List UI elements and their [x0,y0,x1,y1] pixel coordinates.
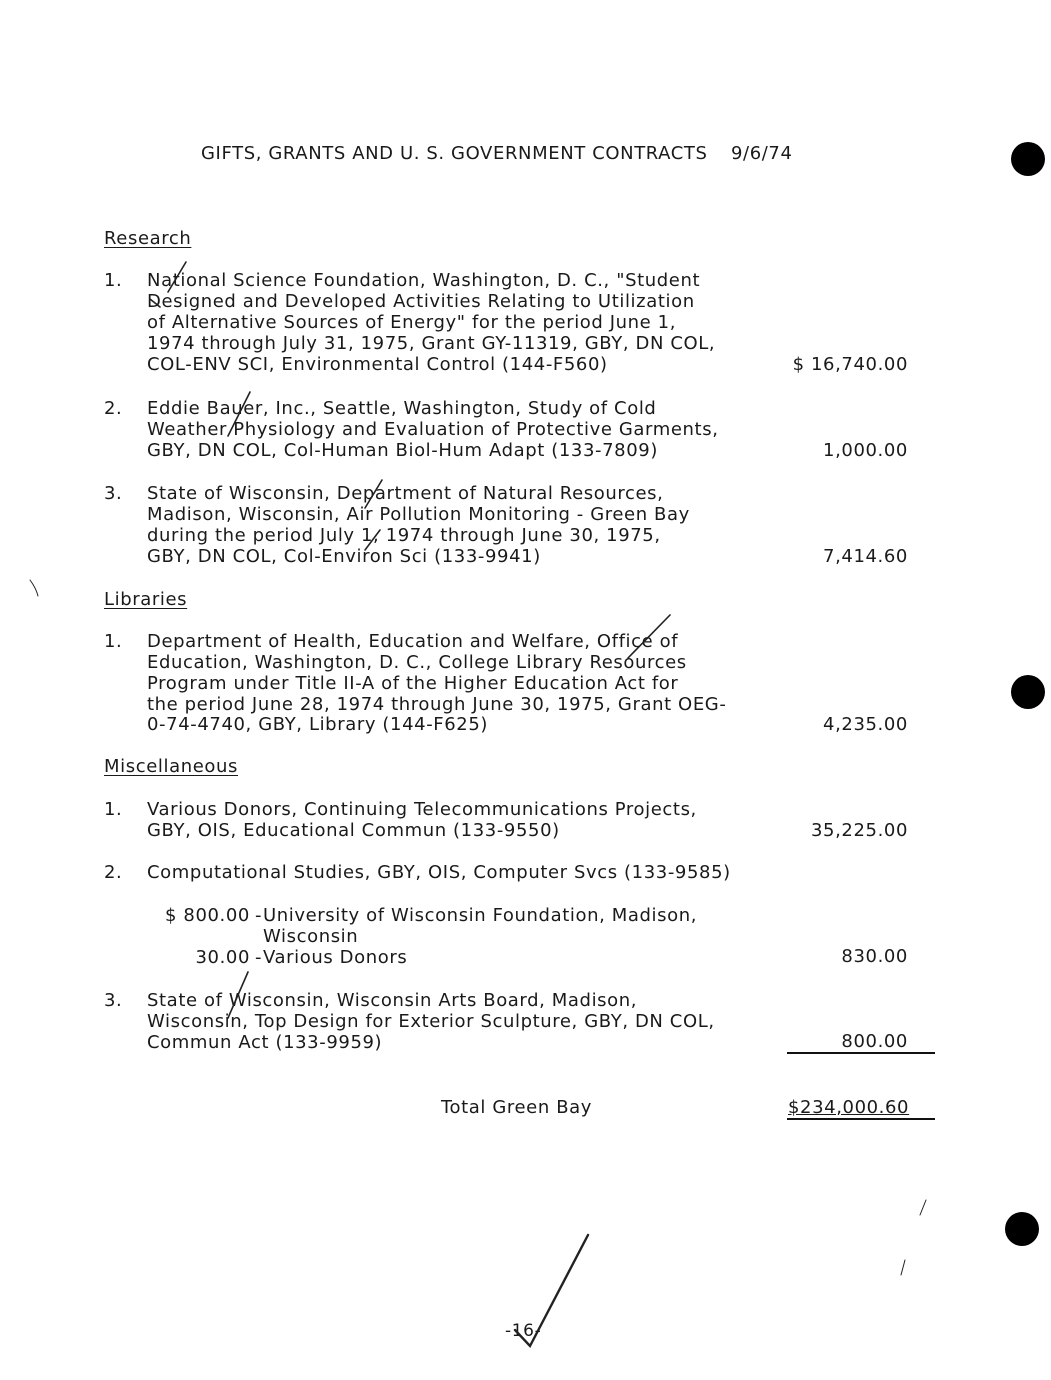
section-heading-libraries: Libraries [104,589,188,610]
item-text-line: Weather Physiology and Evaluation of Protective Garments, [147,419,719,440]
sub-dash: - [255,947,263,968]
total-label: Total Green Bay [441,1097,593,1118]
item-number: 2. [104,398,123,419]
item-amount: 1,000.00 [823,440,908,461]
check-mark [228,972,248,1018]
check-mark [365,530,380,550]
section-heading-miscellaneous: Miscellaneous [104,756,238,777]
item-text-line: Commun Act (133-9959) [147,1032,383,1053]
total-amount: $234,000.60 [788,1097,910,1118]
check-mark [228,392,250,436]
check-mark [168,262,186,292]
item-text-line: State of Wisconsin, Wisconsin Arts Board, Madison, [147,990,638,1011]
item-text-line: 1974 through July 31, 1975, Grant GY-11319, GBY, DN COL, [147,333,716,354]
item-number: 3. [104,990,123,1011]
check-mark [365,480,382,508]
item-amount: 800.00 [841,1031,908,1052]
item-text-line: 0-74-4740, GBY, Library (144-F625) [147,714,489,735]
item-number: 3. [104,483,123,504]
stray-mark [901,1260,905,1275]
section-heading-research: Research [104,228,192,249]
large-check-mark [515,1235,588,1346]
item-text-line: Eddie Bauer, Inc., Seattle, Washington, Study of Cold [147,398,657,419]
item-text-line: Various Donors, Continuing Telecommunications Projects, [147,799,697,820]
item-amount: 830.00 [841,946,908,967]
item-text-line: Department of Health, Education and Welfare, Office of [147,631,679,652]
item-text-line: of Alternative Sources of Energy" for the period June 1, [147,312,677,333]
item-text-line: COL-ENV SCI, Environmental Control (144-F560) [147,354,608,375]
item-number: 1. [104,270,123,291]
item-text-line: the period June 28, 1974 through June 30, 1975, Grant OEG- [147,694,727,715]
item-text-line: Program under Title II-A of the Higher Education Act for [147,673,679,694]
item-amount: 4,235.00 [823,714,908,735]
sub-amount: 30.00 [195,947,250,968]
sub-text-line: University of Wisconsin Foundation, Madison, [263,905,698,926]
stray-mark [30,580,38,596]
item-text-line: during the period July 1, 1974 through June 30, 1975, [147,525,661,546]
check-mark [150,299,160,307]
item-amount: $ 16,740.00 [792,354,908,375]
document-date: 9/6/74 [731,143,793,164]
sub-amount: $ 800.00 [165,905,250,926]
sub-dash: - [255,905,263,926]
item-amount: 7,414.60 [823,546,908,567]
item-text-line: National Science Foundation, Washington, D. C., "Student [147,270,701,291]
item-text-line: GBY, OIS, Educational Commun (133-9550) [147,820,560,841]
document-title: GIFTS, GRANTS AND U. S. GOVERNMENT CONTRACTS [201,143,708,164]
sub-text-line: Wisconsin [263,926,359,947]
item-text-line: State of Wisconsin, Department of Natural Resources, [147,483,664,504]
item-amount: 35,225.00 [810,820,908,841]
item-text-line: Computational Studies, GBY, OIS, Computer Svcs (133-9585) [147,862,731,883]
check-mark [628,615,670,658]
item-number: 1. [104,799,123,820]
item-text-line: Madison, Wisconsin, Air Pollution Monitoring - Green Bay [147,504,690,525]
stray-mark [920,1200,926,1215]
item-text-line: GBY, DN COL, Col-Environ Sci (133-9941) [147,546,541,567]
item-text-line: Education, Washington, D. C., College Library Resources [147,652,687,673]
item-text-line: Wisconsin, Top Design for Exterior Sculpture, GBY, DN COL, [147,1011,715,1032]
item-text-line: GBY, DN COL, Col-Human Biol-Hum Adapt (133-7809) [147,440,658,461]
item-text-line: Designed and Developed Activities Relating to Utilization [147,291,695,312]
item-number: 1. [104,631,123,652]
sub-text-line: Various Donors [263,947,408,968]
page-number: -16- [505,1321,542,1341]
item-number: 2. [104,862,123,883]
